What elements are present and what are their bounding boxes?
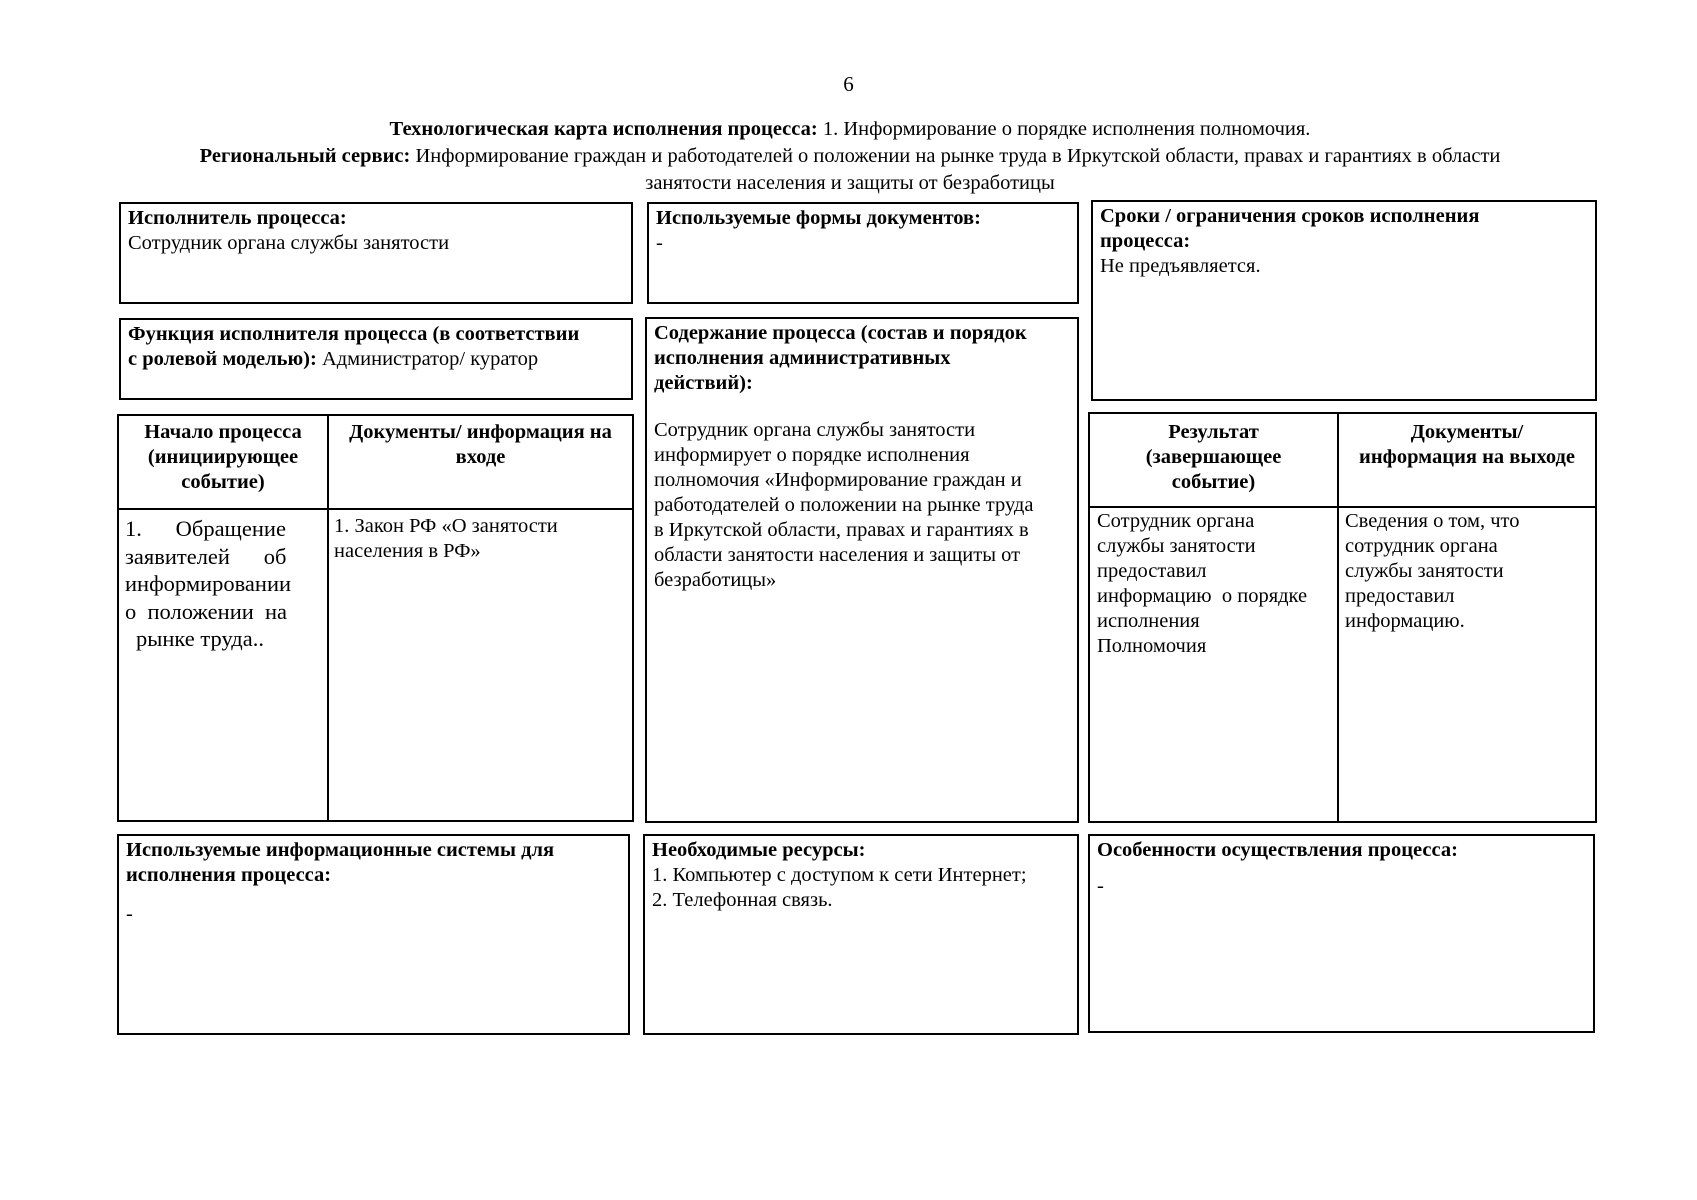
process-content-line: работодателей о положении на рынке труда [654, 494, 1034, 516]
info-systems-label-line1: Используемые информационные системы для [126, 839, 555, 861]
process-content-line: полномочия «Информирование граждан и [654, 469, 1022, 491]
role-function-label-line1: Функция исполнителя процесса (в соответствии [128, 323, 580, 345]
start-table [117, 414, 634, 822]
service-title-value: Информирование граждан и работодателей о положении на рынке труда в Иркутской области, правах и гарантиях в области [410, 145, 1501, 167]
service-title-continued: занятости населения и защиты от безработицы [645, 172, 1055, 194]
process-content-label-line2: исполнения административных [654, 347, 951, 369]
output-documents-line: предоставил [1345, 585, 1455, 607]
info-systems-value: - [126, 903, 133, 925]
result-table-header-divider [1090, 506, 1595, 508]
result-table-col1-header [1090, 420, 1337, 495]
process-title-label: Технологическая карта исполнения процесса: [389, 118, 818, 140]
process-content-box [645, 317, 1079, 823]
info-systems-box [117, 834, 630, 1035]
start-event-text [125, 515, 317, 653]
output-documents-line: информацию. [1345, 610, 1465, 632]
result-table-col2-header [1339, 420, 1595, 470]
input-documents-line: населения в РФ» [334, 540, 481, 562]
output-documents-line: сотрудник органа [1345, 535, 1498, 557]
resources-item: 1. Компьютер с доступом к сети Интернет; [652, 864, 1027, 886]
deadlines-label-line2: процесса: [1100, 230, 1191, 252]
process-content-label-line1: Содержание процесса (состав и порядок [654, 322, 1027, 344]
header-line: Результат [1168, 421, 1259, 443]
result-event-line: Полномочия [1097, 635, 1207, 657]
start-table-header-divider [119, 508, 632, 510]
role-function-box [119, 318, 633, 400]
features-value: - [1097, 875, 1104, 897]
document-forms-value: - [656, 232, 663, 254]
start-table-col1-header [119, 420, 327, 495]
deadlines-box [1091, 200, 1597, 401]
result-event-line: Сотрудник органа [1097, 510, 1255, 532]
start-event-line: 1. Обращение [125, 516, 286, 541]
service-title [130, 144, 1570, 169]
header-line: Документы/ [1410, 421, 1524, 443]
input-documents-line: 1. Закон РФ «О занятости [334, 515, 558, 537]
executor-box [119, 202, 633, 304]
start-event-line: информировании [125, 571, 292, 596]
executor-value: Сотрудник органа службы занятости [128, 232, 450, 254]
document-forms-label: Используемые формы документов: [656, 207, 981, 229]
result-table-column-divider [1337, 414, 1339, 821]
features-box [1088, 834, 1595, 1033]
process-content-line: в Иркутской области, правах и гарантиях в [654, 519, 1029, 541]
header-line: Документы/ информация на [349, 421, 612, 443]
start-event-line: заявителей об [125, 543, 287, 569]
result-event-line: предоставил [1097, 560, 1207, 582]
executor-label: Исполнитель процесса: [128, 207, 347, 229]
header-line: входе [455, 446, 506, 468]
header-line: (инициирующее [147, 446, 299, 468]
input-documents-text [334, 514, 630, 564]
page-number: 6 [843, 72, 854, 96]
header-line: событие) [1171, 471, 1256, 493]
start-table-column-divider [327, 416, 329, 820]
result-event-line: исполнения [1097, 610, 1200, 632]
resources-item: 2. Телефонная связь. [652, 889, 833, 911]
process-content-line: безработицы» [654, 569, 777, 591]
resources-label: Необходимые ресурсы: [652, 839, 866, 861]
output-documents-line: службы занятости [1345, 560, 1504, 582]
process-content-line: области занятости населения и защиты от [654, 544, 1021, 566]
header-line: информация на выходе [1359, 446, 1575, 468]
role-function-value: Администратор/ куратор [316, 348, 539, 370]
document-forms-box [647, 202, 1079, 304]
deadlines-label-line1: Сроки / ограничения сроков исполнения [1100, 205, 1480, 227]
process-title-value: 1. Информирование о порядке исполнения полномочия. [817, 118, 1311, 140]
start-event-line: рынке труда.. [136, 626, 264, 651]
process-content-line: Сотрудник органа службы занятости [654, 419, 976, 441]
resources-box [643, 834, 1079, 1035]
header-line: Начало процесса [144, 421, 302, 443]
start-event-line: о положении на [125, 598, 288, 624]
role-function-line2 [128, 347, 624, 372]
service-title-label: Региональный сервис: [199, 145, 411, 167]
features-label: Особенности осуществления процесса: [1097, 839, 1458, 861]
result-event-line: информацию о порядке [1097, 585, 1308, 607]
result-table [1088, 412, 1597, 823]
start-table-col2-header [329, 420, 632, 470]
role-function-label-line2: с ролевой моделью): [128, 348, 317, 370]
header-line: (завершающее [1145, 446, 1282, 468]
output-documents-text [1345, 509, 1593, 634]
process-content-line: информирует о порядке исполнения [654, 444, 970, 466]
info-systems-label-line2: исполнения процесса: [126, 864, 332, 886]
output-documents-line: Сведения о том, что [1345, 510, 1520, 532]
result-event-text [1097, 509, 1335, 659]
deadlines-value: Не предъявляется. [1100, 255, 1261, 277]
process-content-label-line3: действий): [654, 372, 753, 394]
result-event-line: службы занятости [1097, 535, 1256, 557]
header-line: событие) [181, 471, 265, 493]
process-title [130, 117, 1570, 142]
